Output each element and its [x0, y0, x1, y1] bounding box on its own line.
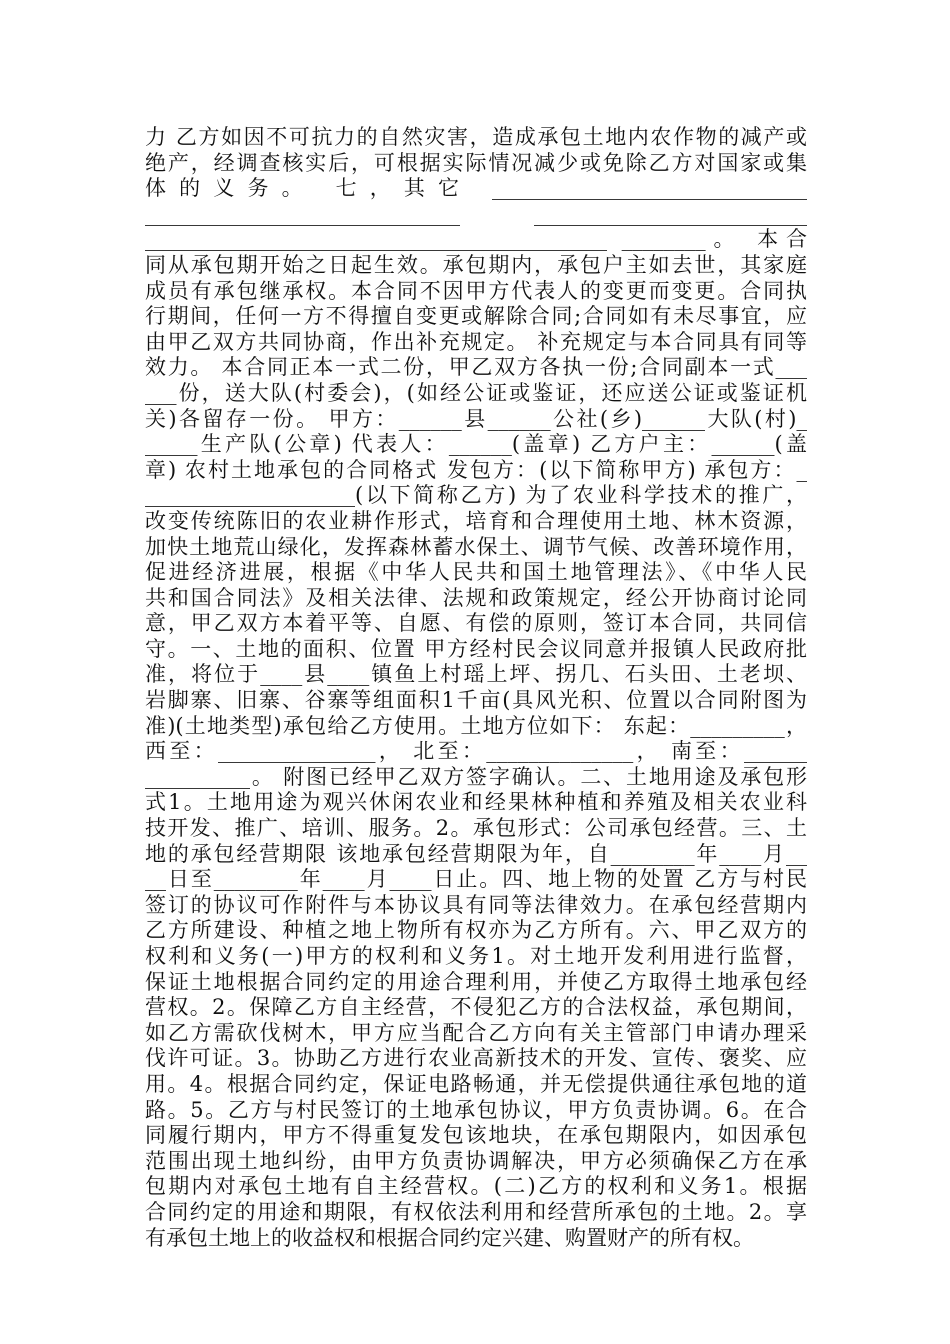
text-line: 效力。 本合同正本一式二份，甲乙双方各执一份;合同副本一式___: [145, 355, 807, 380]
text-line: 伐许可证。3。协助乙方进行农业高新技术的开发、宣传、褒奖、应: [145, 1046, 807, 1071]
text-line: 改变传统陈旧的农业耕作形式，培育和合理使用土地、林木资源，: [145, 508, 807, 533]
text-line: 体的义务。 七，其它 ______________________________: [145, 176, 807, 201]
text-line: 行期间，任何一方不得擅自变更或解除合同;合同如有未尽事宜，应: [145, 304, 807, 329]
text-line: 保证土地根据合同约定的用途合理利用，并使乙方取得土地承包经: [145, 969, 807, 994]
text-line: 权利和义务(一)甲方的权利和义务1。对土地开发利用进行监督，: [145, 944, 807, 968]
text-line: 包期内对承包土地有自主经营权。(二)乙方的权利和义务1。根据: [145, 1174, 807, 1199]
text-line: __________。 附图已经甲乙双方签字确认。二、土地用途及承包形: [145, 764, 807, 789]
text-line: 乙方所建设、种植之地上物所有权亦为乙方所有。六、甲乙双方的: [145, 918, 807, 943]
text-line: 岩脚寨、旧寨、谷寨等组面积1千亩(具风光积、位置以合同附图为: [145, 688, 807, 713]
text-line: 同从承包期开始之日起生效。承包期内，承包户主如去世，其家庭: [145, 252, 807, 277]
text-line: 合同约定的用途和期限，有权依法利用和经营所承包的土地。2。享: [145, 1199, 807, 1224]
text-line: 守。一、土地的面积、位置 甲方经村民会议同意并报镇人民政府批: [145, 636, 807, 661]
text-line: 绝产，经调查核实后，可根据实际情况减少或免除乙方对国家或集: [145, 150, 807, 175]
text-line: ____________________________________________ ________。 本合: [145, 227, 807, 252]
text-line: 力 乙方如因不可抗力的自然灾害，造成承包土地内农作物的减产或: [145, 125, 807, 149]
text-line: 签订的协议可作附件与本协议具有同等法律效力。在承包经营期内: [145, 892, 807, 917]
text-line: 同履行期内，甲方不得重复发包该地块，在承包期限内，如因承包: [145, 1123, 807, 1148]
text-line: 由甲乙双方共同协商，作出补充规定。 补充规定与本合同具有同等: [145, 329, 807, 354]
text-line: 营权。2。保障乙方自主经营，不侵犯乙方的合法权益，承包期间，: [145, 995, 807, 1020]
text-line: 地的承包经营期限 该地承包经营期限为年，自________年____月__: [145, 841, 807, 866]
text-line: 意，甲乙双方本着平等、自愿、有偿的原则，签订本合同，共同信: [145, 611, 807, 636]
text-line: 用。4。根据合同约定，保证电路畅通，并无偿提供通往承包地的道: [145, 1071, 807, 1096]
text-line: 共和国合同法》及相关法律、法规和政策规定，经公开协商讨论同: [145, 585, 807, 610]
text-line: ___份，送大队(村委会)，(如经公证或鉴证，还应送公证或鉴证机: [145, 380, 807, 405]
text-line: 式1。土地用途为观兴休闲农业和经果林种植和养殖及相关农业科: [145, 790, 807, 815]
text-line: 准)(土地类型)承包给乙方使用。土地方位如下： 东起：_________，: [145, 713, 807, 738]
text-line: 西至：_______________， 北至：______________， 南至：______: [145, 739, 807, 764]
text-line: 加快土地荒山绿化，发挥森林蓄水保土、调节气候、改善环境作用，: [145, 534, 807, 559]
text-line: __日至________年____月____日止。四、地上物的处置 乙方与村民: [145, 867, 807, 892]
text-line: 范围出现土地纠纷，由甲方负责协调解决，甲方必须确保乙方在承: [145, 1148, 807, 1173]
text-line: 准，将位于____县____镇鱼上村瑶上坪、拐几、石头田、土老坝、: [145, 662, 807, 687]
text-line: 路。5。乙方与村民签订的土地承包协议，甲方负责协调。6。在合: [145, 1097, 807, 1122]
text-line: 成员有承包继承权。本合同不因甲方代表人的变更而变更。合同执: [145, 278, 807, 303]
text-line: 促进经济进展，根据《中华人民共和国土地管理法》、《中华人民: [145, 560, 807, 585]
text-line: 关)各留存一份。 甲方：______县______公社(乡)______大队(村)_: [145, 406, 807, 431]
text-line: 章) 农村土地承包的合同格式 发包方：(以下简称甲方) 承包方：_: [145, 457, 807, 482]
contract-body: [145, 125, 807, 1251]
text-line: ______________________________ __________________________: [145, 201, 807, 226]
text-line: 有承包土地上的收益权和根据合同约定兴建、购置财产的所有权。: [145, 1225, 754, 1250]
text-line: 如乙方需砍伐树木，甲方应当配合乙方向有关主管部门申请办理采: [145, 1020, 807, 1045]
text-line: _____生产队(公章) 代表人：______(盖章) 乙方户主：______(盖: [145, 432, 807, 457]
text-line: 技开发、推广、培训、服务。2。承包形式：公司承包经营。三、土: [145, 816, 807, 841]
text-line: ____________________(以下简称乙方) 为了农业科学技术的推广，: [145, 483, 807, 508]
